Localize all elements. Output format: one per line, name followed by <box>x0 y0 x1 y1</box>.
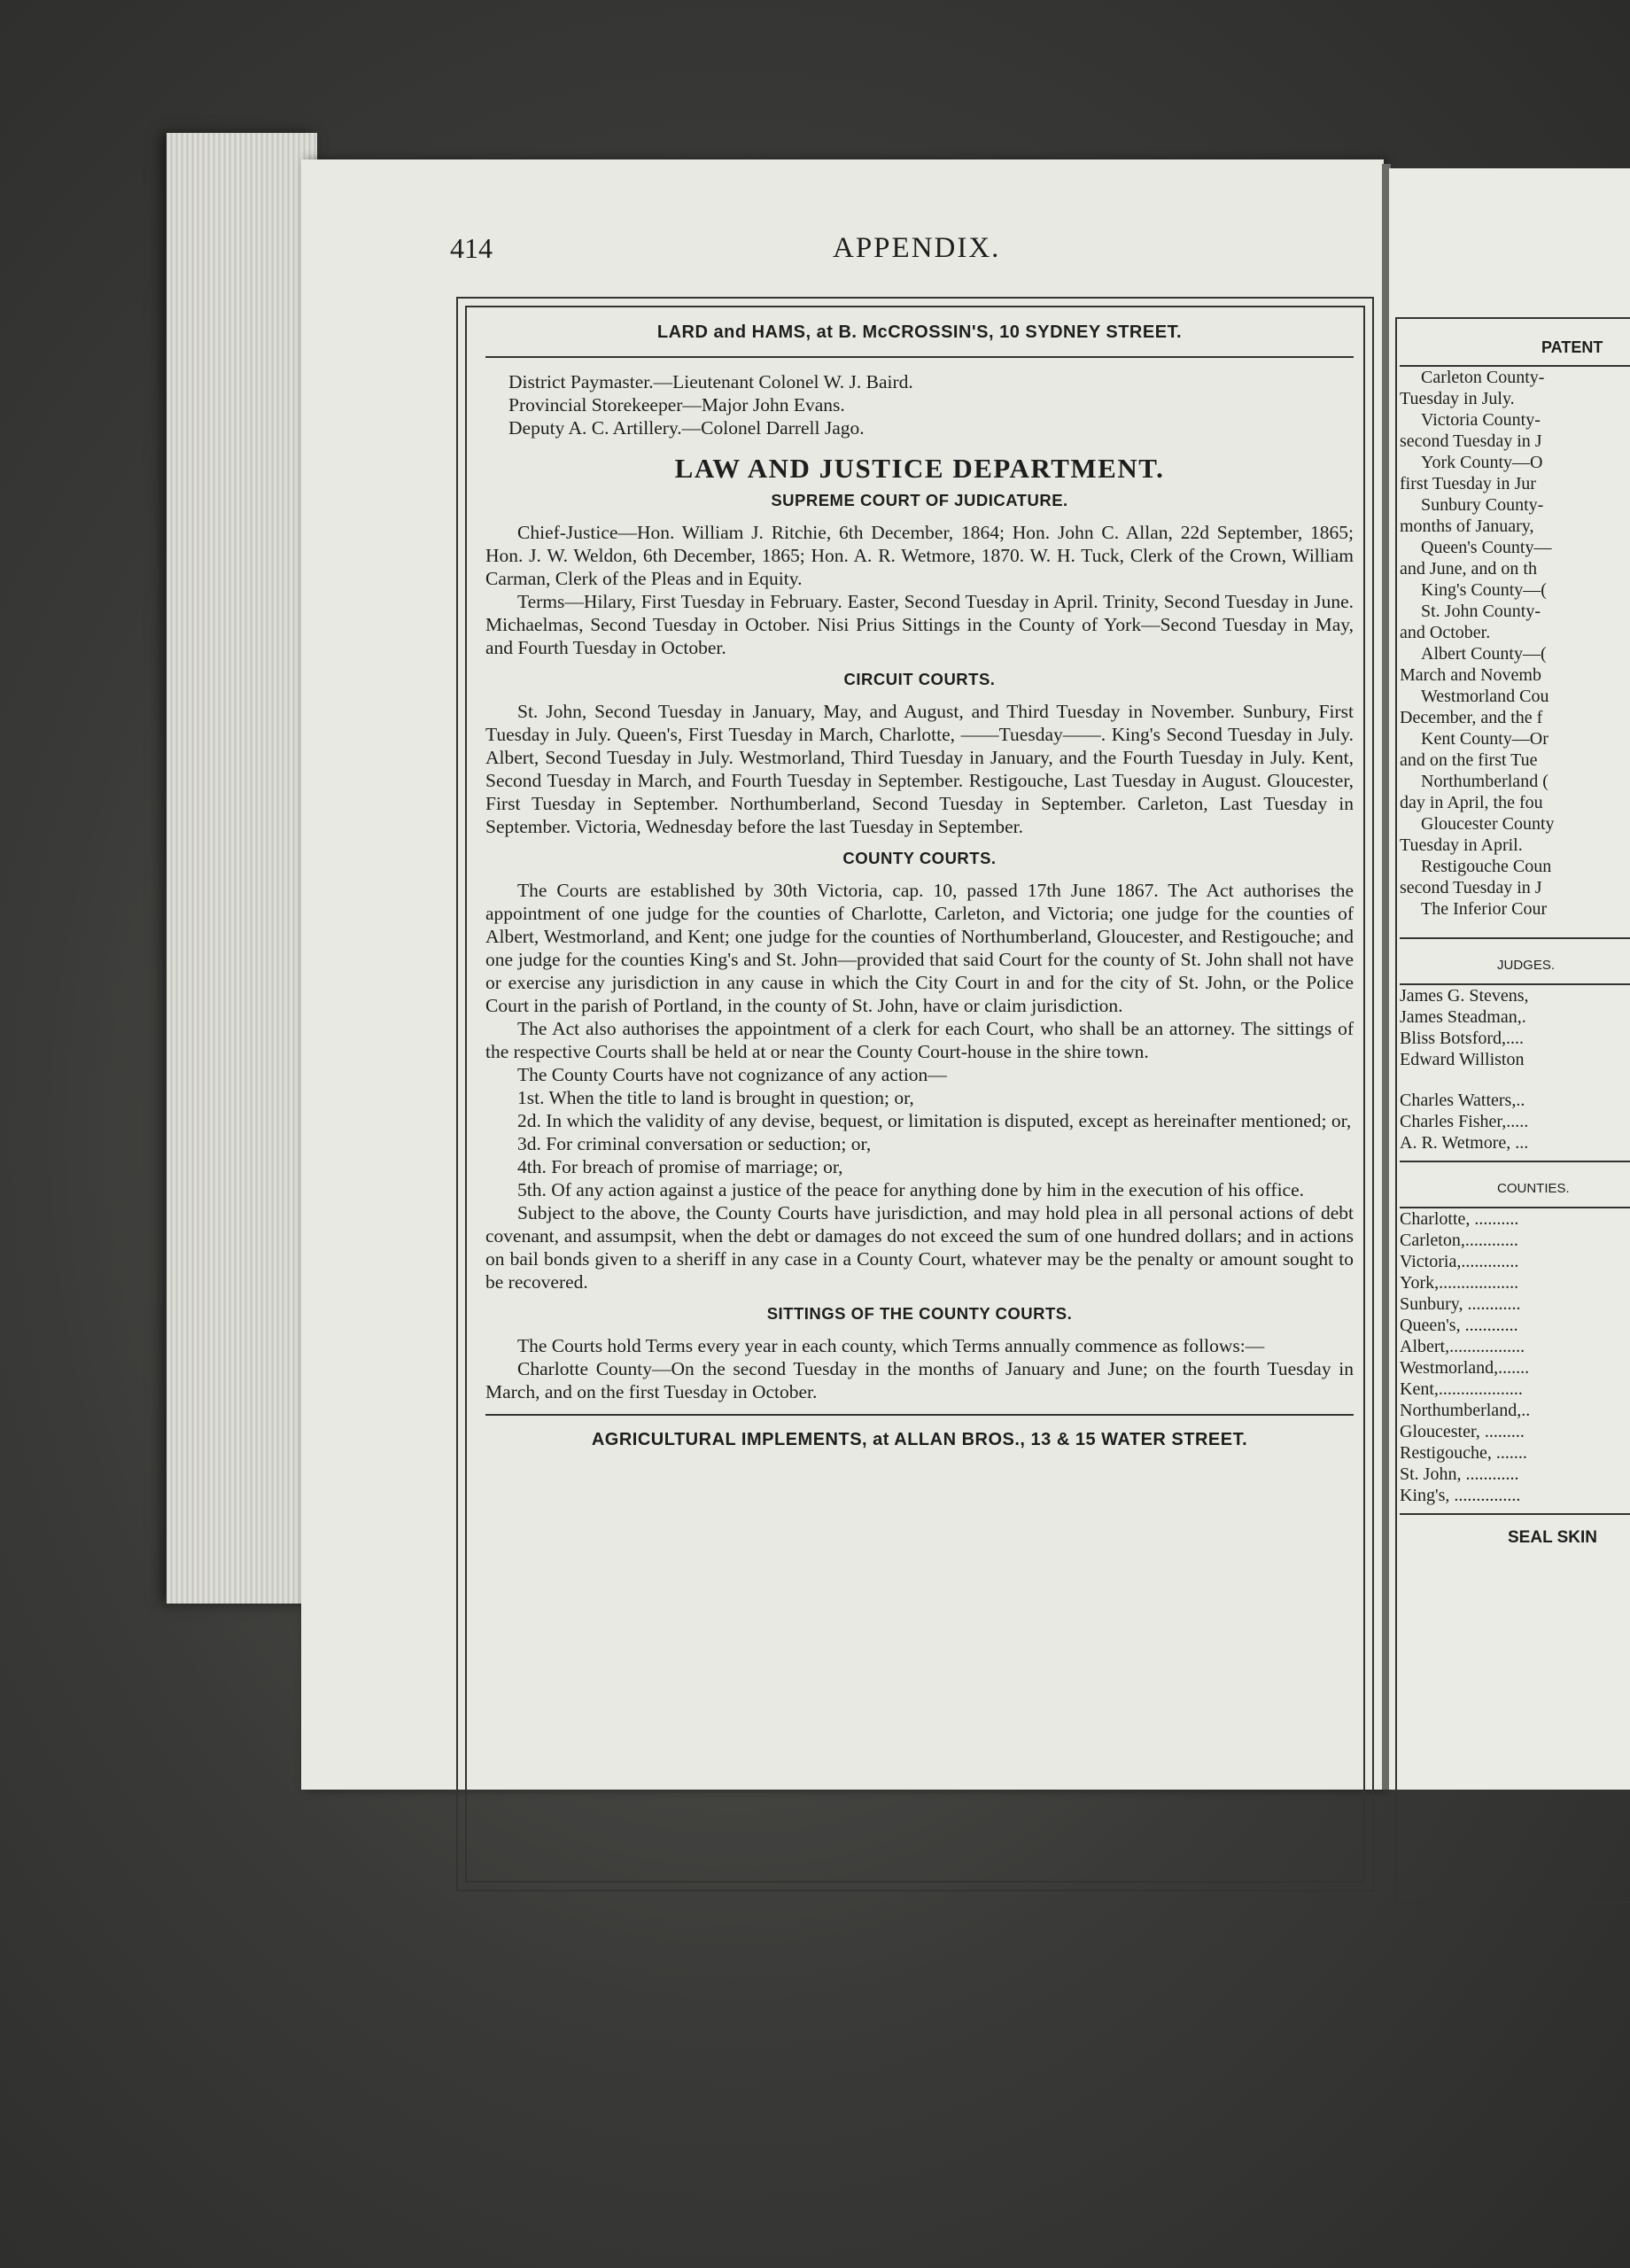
judge-name: Edward Williston <box>1400 1050 1525 1069</box>
circuit-courts-paragraph: St. John, Second Tuesday in January, May, and August, and Third Tuesday in November. Sunbury, First Tuesday in July. Queen's, First Tuesday in March, Charlotte, ——Tuesday——. King's Second Tuesday in July. Albert, Second Tuesday in July. Westmorland, Third Tuesday in January, and the Fourth Tuesday in July. Kent, Second Tuesday in March, and Fourth Tuesday in September. Restigouche, Last Tuesday in August. Gloucester, First Tuesday in September. Northumberland, Second Tuesday in September. Carleton, Last Tuesday in September. Victoria, Wednesday before the last Tuesday in September. <box>485 701 1354 837</box>
county-courts-paragraph: The Act also authorises the appointment of a clerk for each Court, who shall be an attorney. The sittings of the respective Courts shall be held at or near the County Court-house in the shire town. <box>485 1018 1354 1062</box>
book-page-edges <box>167 133 317 1604</box>
officer-line: Provincial Storekeeper—Major John Evans. <box>508 394 845 416</box>
right-line: second Tuesday in J <box>1400 431 1542 451</box>
county-name: St. John, ............ <box>1400 1464 1519 1484</box>
right-line: and June, and on th <box>1400 559 1537 579</box>
right-line: months of January, <box>1400 517 1534 536</box>
right-line: Westmorland Cou <box>1421 687 1549 706</box>
right-line: Carleton County- <box>1421 368 1545 387</box>
department-title: LAW AND JUSTICE DEPARTMENT. <box>674 453 1165 484</box>
right-line: King's County—( <box>1421 580 1547 600</box>
divider <box>485 356 1354 358</box>
right-line: Northumberland ( <box>1421 772 1548 791</box>
page-number: 414 <box>450 232 493 264</box>
judge-name: Bliss Botsford,.... <box>1400 1029 1525 1048</box>
right-line: day in April, the fou <box>1400 793 1543 812</box>
county-name: Queen's, ............ <box>1400 1316 1518 1335</box>
left-page-content <box>485 312 1354 1451</box>
county-courts-paragraph: The County Courts have not cognizance of any action— <box>517 1064 947 1085</box>
right-line: Victoria County- <box>1421 410 1541 430</box>
top-advertisement: LARD and HAMS, at B. McCROSSIN'S, 10 SYDNEY STREET. <box>656 322 1183 342</box>
right-line: and on the first Tue <box>1400 750 1538 770</box>
county-name: Gloucester, ......... <box>1400 1422 1525 1441</box>
county-courts-closing: Subject to the above, the County Courts have jurisdiction, and may hold plea in all personal actions of debt covenant, and assumpsit, when the debt or damages do not exceed the sum of one hundred dollars; and in actions on bail bonds given to a sheriff in any case in a County Court, whatever may be the penalty or amount sought to be recovered. <box>485 1202 1354 1293</box>
county-name: Victoria,............. <box>1400 1252 1519 1271</box>
right-line: Sunbury County- <box>1421 495 1544 515</box>
supreme-court-heading: SUPREME COURT OF JUDICATURE. <box>771 491 1068 509</box>
judges-label: JUDGES. <box>1497 958 1556 973</box>
county-name: King's, ............... <box>1400 1486 1521 1505</box>
county-name: Restigouche, ....... <box>1400 1443 1527 1463</box>
sittings-heading: SITTINGS OF THE COUNTY COURTS. <box>766 1304 1073 1323</box>
right-line: March and Novemb <box>1400 665 1541 685</box>
sittings-paragraph: The Courts hold Terms every year in each county, which Terms annually commence as follows:— <box>517 1335 1265 1356</box>
supreme-court-paragraph: Chief-Justice—Hon. William J. Ritchie, 6th December, 1864; Hon. John C. Allan, 22d September, 1865; Hon. J. W. Weldon, 6th December, 1865; Hon. A. R. Wetmore, 1870. W. H. Tuck, Clerk of the Crown, William Carman, Clerk of the Pleas and in Equity. <box>485 522 1354 589</box>
right-line: December, and the f <box>1400 708 1543 727</box>
right-page-footer: SEAL SKIN <box>1508 1528 1598 1547</box>
county-name: York,.................. <box>1400 1273 1519 1293</box>
list-item: 1st. When the title to land is brought in question; or, <box>517 1087 914 1108</box>
right-line: Tuesday in July. <box>1400 389 1515 408</box>
county-name: Carleton,............ <box>1400 1231 1518 1250</box>
divider <box>1400 1513 1630 1515</box>
county-name: Albert,................. <box>1400 1337 1525 1356</box>
county-name: Northumberland,.. <box>1400 1401 1531 1420</box>
county-name: Westmorland,....... <box>1400 1358 1530 1378</box>
right-line: The Inferior Cour <box>1421 899 1548 919</box>
judge-name: James Steadman,. <box>1400 1007 1526 1027</box>
list-item: 5th. Of any action against a justice of the peace for anything done by him in the execution of his office. <box>517 1179 1304 1200</box>
sittings-paragraph: Charlotte County—On the second Tuesday in the months of January and June; on the fourth Tuesday in March, and on the first Tuesday in October. <box>485 1358 1354 1402</box>
right-line: first Tuesday in Jur <box>1400 474 1536 493</box>
right-line: second Tuesday in J <box>1400 878 1542 897</box>
divider <box>1400 937 1630 939</box>
right-line: St. John County- <box>1421 602 1541 621</box>
bottom-advertisement: AGRICULTURAL IMPLEMENTS, at ALLAN BROS., 13 & 15 WATER STREET. <box>591 1430 1248 1449</box>
right-line: Gloucester County <box>1421 814 1555 834</box>
judge-name: A. R. Wetmore, ... <box>1400 1133 1529 1153</box>
officer-line: District Paymaster.—Lieutenant Colonel W. J. Baird. <box>508 371 913 392</box>
county-name: Charlotte, .......... <box>1400 1209 1519 1229</box>
right-line: Albert County—( <box>1421 644 1547 664</box>
county-name: Sunbury, ............ <box>1400 1294 1521 1314</box>
county-name: Kent,................... <box>1400 1379 1523 1399</box>
officer-line: Deputy A. C. Artillery.—Colonel Darrell Jago. <box>508 417 865 439</box>
counties-label: COUNTIES. <box>1497 1181 1570 1196</box>
divider <box>1400 1161 1630 1162</box>
judge-name: James G. Stevens, <box>1400 986 1529 1006</box>
right-line: Queen's County— <box>1421 538 1552 557</box>
right-line: and October. <box>1400 623 1491 642</box>
right-line: Restigouche Coun <box>1421 857 1552 876</box>
right-line: Kent County—Or <box>1421 729 1548 749</box>
circuit-courts-heading: CIRCUIT COURTS. <box>843 670 996 688</box>
judge-name: Charles Fisher,..... <box>1400 1112 1529 1131</box>
right-page-content <box>1400 337 1630 1549</box>
list-item: 2d. In which the validity of any devise, bequest, or limitation is disputed, except as hereinafter mentioned; or, <box>517 1110 1352 1131</box>
list-item: 4th. For breach of promise of marriage; or, <box>517 1156 843 1177</box>
right-line: Tuesday in April. <box>1400 835 1523 855</box>
county-courts-paragraph: The Courts are established by 30th Victoria, cap. 10, passed 17th June 1867. The Act authorises the appointment of one judge for the counties of Charlotte, Carleton, and Victoria; one judge for the counties of Albert, Westmorland, and Kent; one judge for the counties of Northumberland, Gloucester, and Restigouche; and one judge for the counties King's and St. John—provided that said Court for the county of St. John shall not have or exercise any jurisdiction in any cause in which the City Court in and for the city of St. John, or the Police Court in the parish of Portland, in the county of St. John, have or claim jurisdiction. <box>485 880 1354 1016</box>
divider <box>485 1414 1354 1416</box>
right-line: York County—O <box>1421 453 1543 472</box>
county-courts-heading: COUNTY COURTS. <box>842 849 997 867</box>
page-header: APPENDIX. <box>833 232 1001 264</box>
list-item: 3d. For criminal conversation or seduction; or, <box>517 1133 872 1154</box>
right-page-header: PATENT <box>1541 338 1603 356</box>
supreme-court-paragraph: Terms—Hilary, First Tuesday in February. Easter, Second Tuesday in April. Trinity, Second Tuesday in June. Michaelmas, Second Tuesday in October. Nisi Prius Sittings in the County of York—Second Tuesday in May, and Fourth Tuesday in October. <box>485 591 1354 658</box>
judge-name: Charles Watters,.. <box>1400 1091 1525 1110</box>
